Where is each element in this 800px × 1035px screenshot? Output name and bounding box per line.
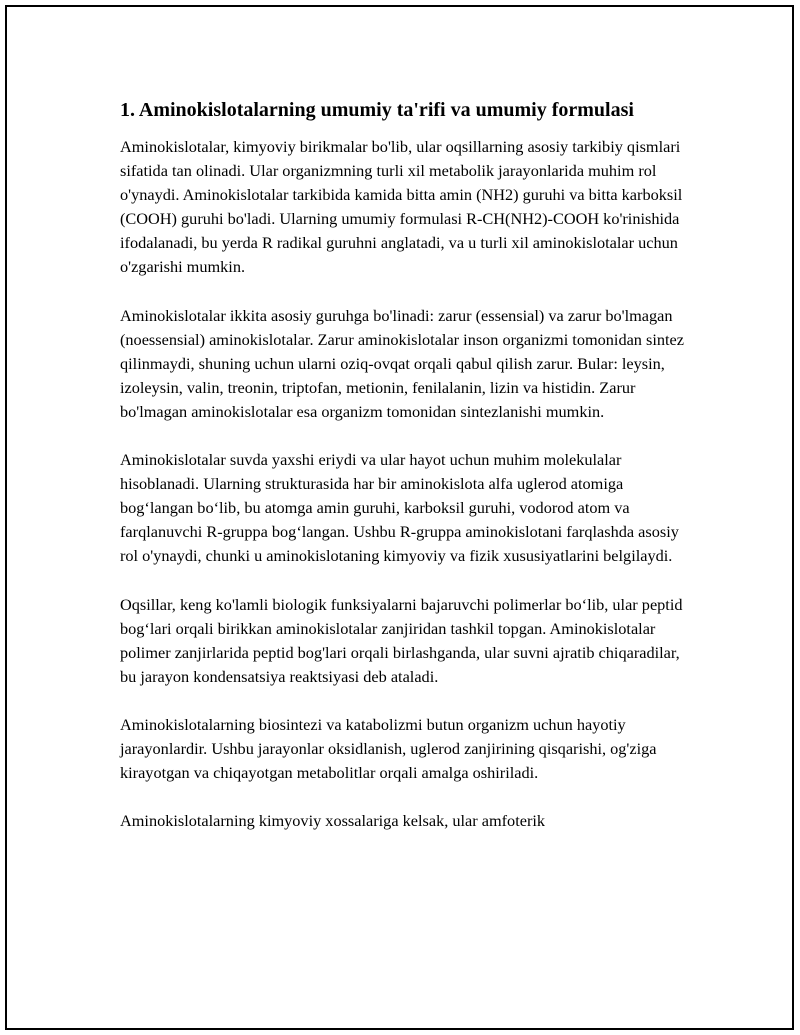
paragraph-metabolism: Aminokislotalarning biosintezi va katabolizmi butun organizm uchun hayotiy jarayonlardir. Ushbu jarayonlar oksidlanish, uglerod zanjirining qisqarishi, og'ziga kirayotgan va chiqayotgan metabolitlar orqali amalga oshiriladi.: [120, 714, 657, 783]
document-page: [5, 5, 794, 1030]
paragraph-proteins: Oqsillar, keng ko'lamli biologik funksiyalarni bajaruvchi polimerlar bo‘lib, ular peptid bog‘lari orqali birikkan aminokislotalar zanjiridan tashkil topgan. Aminokislotalar polimer zanjirlarida peptid bog'lari orqali birlashganda, ular suvni ajratib chiqaradilar, bu jarayon kondensatsiya reaktsiyasi deb ataladi.: [120, 594, 683, 686]
paragraph-classification: Aminokislotalar ikkita asosiy guruhga bo'linadi: zarur (essensial) va zarur bo'lmagan (noessensial) aminokislotalar. Zarur aminokislotalar inson organizmi tomonidan sintez qilinmaydi, shuning uchun ularni oziq-ovqat orqali qabul qilish zarur. Bular: leysin, izoleysin, valin, treonin, triptofan, metionin, fenilalanin, lizin va histidin. Zarur bo'lmagan aminokislotalar esa organizm tomonidan sintezlanishi mumkin.: [120, 305, 684, 421]
document-body: [120, 95, 700, 857]
paragraph-structure: Aminokislotalar suvda yaxshi eriydi va ular hayot uchun muhim molekulalar hisoblanadi. Ularning strukturasida har bir aminokislota alfa uglerod atomiga bog‘langan bo‘lib, bu atomga amin guruhi, karboksil guruhi, vodorod atom va farqlanuvchi R-gruppa bog‘langan. Ushbu R-gruppa aminokislotani farqlashda asosiy rol o'ynaydi, chunki u aminokislotaning kimyoviy va fizik xususiyatlarini belgilaydi.: [120, 450, 679, 566]
section-heading: 1. Aminokislotalarning umumiy ta'rifi va umumiy formulasi: [120, 99, 634, 121]
paragraph-definition: Aminokislotalar, kimyoviy birikmalar bo'lib, ular oqsillarning asosiy tarkibiy qismlari sifatida tan olinadi. Ular organizmning turli xil metabolik jarayonlarida muhim rol o'ynaydi. Aminokislotalar tarkibida kamida bitta amin (NH2) guruhi va bitta karboksil (COOH) guruhi bo'ladi. Ularning umumiy formulasi R-CH(NH2)-COOH ko'rinishida ifodalanadi, bu yerda R radikal guruhni anglatadi, va u turli xil aminokislotalar uchun o'zgarishi mumkin.: [120, 137, 683, 277]
paragraph-chemical-properties: Aminokislotalarning kimyoviy xossalariga kelsak, ular amfoterik: [120, 811, 546, 831]
